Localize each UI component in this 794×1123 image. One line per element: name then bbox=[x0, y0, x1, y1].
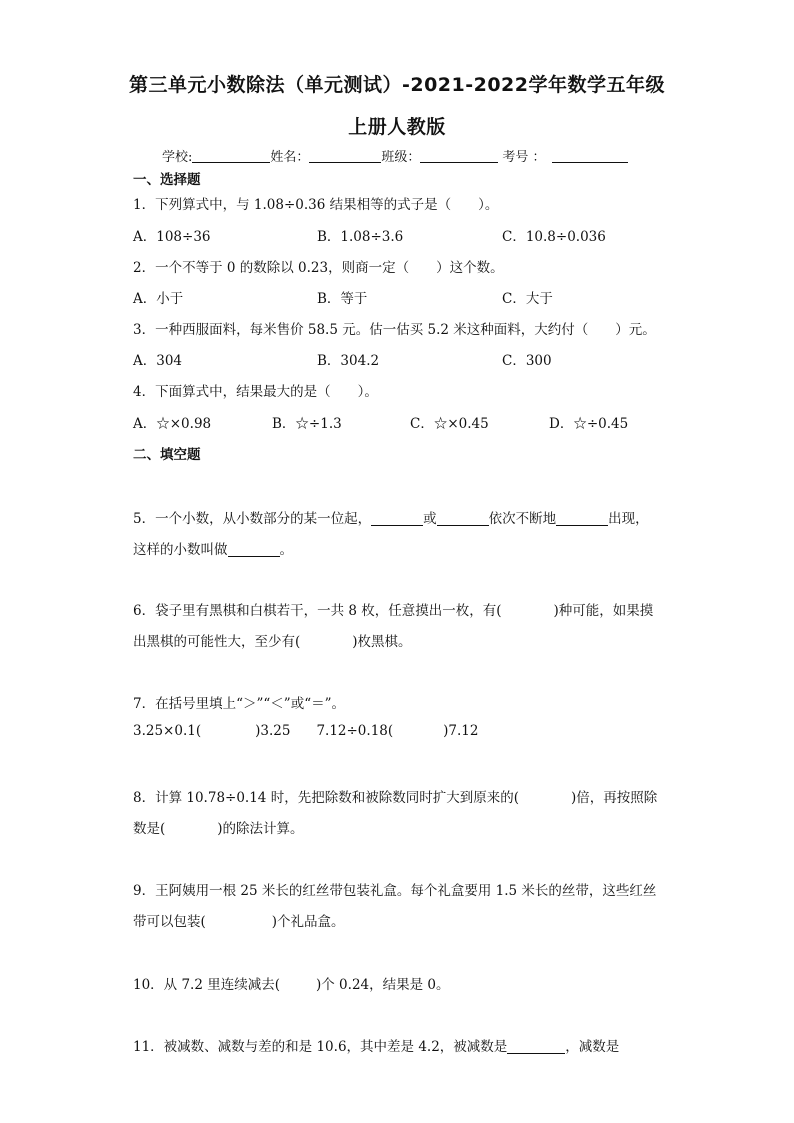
question-6-line-2 bbox=[133, 630, 412, 650]
question-9-line-2 bbox=[133, 910, 345, 930]
question-6-line-1 bbox=[133, 599, 653, 619]
q9-text-2: 带可以包装( bbox=[133, 914, 206, 930]
q5-blank-3[interactable] bbox=[556, 511, 608, 526]
question-5-line-1 bbox=[133, 507, 649, 527]
q3-option-a[interactable]: A．304 bbox=[133, 353, 183, 369]
q6-text-3: 出黑棋的可能性大，至少有( bbox=[133, 634, 301, 650]
q3-option-b[interactable]: B．304.2 bbox=[317, 353, 380, 369]
q4-option-a[interactable]: A．☆×0.98 bbox=[133, 416, 212, 432]
q11-text-2: ，减数是 bbox=[565, 1039, 620, 1055]
exam-no-label: 考号 ： bbox=[502, 150, 546, 165]
q5-text-4: 出现， bbox=[608, 511, 649, 527]
question-5-line-2 bbox=[133, 538, 293, 558]
q7-expr-1-left: 3.25×0.1( bbox=[133, 723, 202, 739]
q5-text-3: 依次不断地 bbox=[488, 511, 557, 527]
question-7-expressions bbox=[133, 723, 478, 739]
q5-text-1: 5．一个小数，从小数部分的某一位起， bbox=[133, 511, 372, 527]
q8-text-1: 8．计算 10.78÷0.14 时，先把除数和被除数同时扩大到原来的( bbox=[133, 790, 519, 806]
question-11 bbox=[133, 1035, 619, 1055]
q11-text-1: 11．被减数、减数与差的和是 10.6，其中差是 4.2，被减数是 bbox=[133, 1039, 508, 1055]
q5-text-5: 这样的小数叫做 bbox=[133, 542, 228, 558]
q5-blank-2[interactable] bbox=[437, 511, 489, 526]
q4-option-c[interactable]: C．☆×0.45 bbox=[410, 416, 489, 432]
q5-blank-4[interactable] bbox=[228, 542, 280, 557]
q11-blank-1[interactable] bbox=[507, 1039, 565, 1054]
q6-text-2: )种可能，如果摸 bbox=[553, 603, 654, 619]
q8-text-4: )的除法计算。 bbox=[217, 821, 304, 837]
question-3: 3．一种西服面料，每米售价 58.5 元。估一估买 5.2 米这种面料，大约付（ ）元。 bbox=[133, 322, 656, 338]
q5-text-2: 或 bbox=[423, 511, 437, 527]
q4-option-b[interactable]: B．☆÷1.3 bbox=[272, 416, 342, 432]
q6-text-1: 6．袋子里有黑棋和白棋若干，一共 8 枚，任意摸出一枚，有( bbox=[133, 603, 502, 619]
class-field[interactable] bbox=[420, 148, 498, 163]
class-label: 班级： bbox=[381, 150, 421, 165]
q3-option-c[interactable]: C．300 bbox=[502, 353, 552, 369]
title-line-2: 上册人教版 bbox=[348, 116, 446, 138]
q5-blank-1[interactable] bbox=[371, 511, 423, 526]
q8-text-3: 数是( bbox=[133, 821, 166, 837]
q2-option-b[interactable]: B．等于 bbox=[317, 291, 368, 307]
question-8-line-1 bbox=[133, 786, 657, 806]
q2-option-a[interactable]: A．小于 bbox=[133, 291, 184, 307]
q2-option-c[interactable]: C．大于 bbox=[502, 291, 553, 307]
question-7: 7．在括号里填上“＞”“＜”或“＝”。 bbox=[133, 696, 345, 712]
q9-text-3: )个礼品盒。 bbox=[271, 914, 345, 930]
q7-expr-2-left: 7.12÷0.18( bbox=[316, 723, 394, 739]
q4-option-d[interactable]: D．☆÷0.45 bbox=[549, 416, 629, 432]
section-fill-heading: 二、填空题 bbox=[133, 447, 201, 463]
q10-text-1: 10．从 7.2 里连续减去( bbox=[133, 977, 280, 993]
student-info-row bbox=[162, 146, 628, 165]
q1-option-c[interactable]: C．10.8÷0.036 bbox=[502, 229, 606, 245]
name-label: 姓名： bbox=[270, 150, 310, 165]
question-4: 4．下面算式中，结果最大的是（ ）。 bbox=[133, 384, 378, 400]
question-10 bbox=[133, 973, 450, 993]
question-9-line-1: 9．王阿姨用一根 25 米长的红丝带包装礼盒。每个礼盒要用 1.5 米长的丝带，这些红丝 bbox=[133, 883, 657, 899]
q5-text-6: 。 bbox=[279, 542, 293, 558]
school-field[interactable] bbox=[192, 148, 270, 163]
section-choice-heading: 一、选择题 bbox=[133, 172, 201, 188]
question-8-line-2 bbox=[133, 817, 304, 837]
name-field[interactable] bbox=[309, 148, 381, 163]
q7-expr-1-right: )3.25 bbox=[255, 723, 291, 739]
q1-option-b[interactable]: B．1.08÷3.6 bbox=[317, 229, 404, 245]
q8-text-2: )倍，再按照除 bbox=[570, 790, 658, 806]
title-line-1: 第三单元小数除法（单元测试）-2021-2022学年数学五年级 bbox=[128, 74, 666, 96]
q6-text-4: )枚黑棋。 bbox=[352, 634, 412, 650]
exam-no-field[interactable] bbox=[552, 148, 628, 163]
q7-expr-2-right: )7.12 bbox=[443, 723, 479, 739]
school-label: 学校: bbox=[162, 150, 193, 165]
question-2: 2．一个不等于 0 的数除以 0.23，则商一定（ ）这个数。 bbox=[133, 260, 504, 276]
q10-text-2: )个 0.24，结果是 0。 bbox=[316, 977, 450, 993]
question-1: 1．下列算式中，与 1.08÷0.36 结果相等的式子是（ ）。 bbox=[133, 197, 499, 213]
q1-option-a[interactable]: A．108÷36 bbox=[133, 229, 211, 245]
